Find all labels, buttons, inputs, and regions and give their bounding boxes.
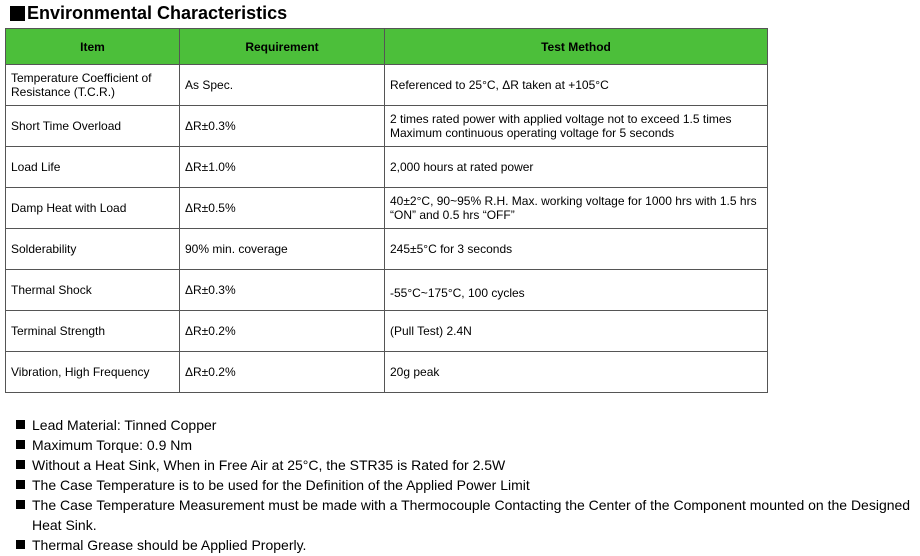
table-row <box>6 65 768 106</box>
table-row <box>6 229 768 270</box>
note-text: Lead Material: Tinned Copper <box>32 417 217 433</box>
list-item <box>16 435 916 455</box>
cell-test-method: (Pull Test) 2.4N <box>385 311 768 352</box>
note-text: The Case Temperature is to be used for the Definition of the Applied Power Limit <box>32 477 530 493</box>
column-header-item: Item <box>6 29 180 65</box>
table-row <box>6 188 768 229</box>
cell-test-method: Referenced to 25°C, ΔR taken at +105°C <box>385 65 768 106</box>
cell-item: Thermal Shock <box>6 270 180 311</box>
black-square-bullet-icon <box>16 540 25 549</box>
cell-test-method-text: -55°C~175°C, 100 cycles <box>390 286 525 300</box>
black-square-bullet-icon <box>16 420 25 429</box>
black-square-bullet-icon <box>16 440 25 449</box>
table-row <box>6 147 768 188</box>
cell-item: Terminal Strength <box>6 311 180 352</box>
black-square-icon <box>10 6 25 21</box>
black-square-bullet-icon <box>16 480 25 489</box>
cell-requirement: ΔR±0.2% <box>180 352 385 393</box>
table-row <box>6 311 768 352</box>
section-title <box>10 3 287 23</box>
black-square-bullet-icon <box>16 500 25 509</box>
cell-test-method: 20g peak <box>385 352 768 393</box>
cell-item: Load Life <box>6 147 180 188</box>
table-row <box>6 352 768 393</box>
list-item <box>16 495 916 535</box>
table-header-row <box>6 29 768 65</box>
note-text: The Case Temperature Measurement must be made with a Thermocouple Contacting the Center of the Component mounted on the Designed Heat Sink. <box>32 497 911 533</box>
cell-item: Temperature Coefficient of Resistance (T.C.R.) <box>6 65 180 106</box>
column-header-requirement: Requirement <box>180 29 385 65</box>
cell-test-method: 2,000 hours at rated power <box>385 147 768 188</box>
cell-requirement: ΔR±0.3% <box>180 270 385 311</box>
cell-item: Short Time Overload <box>6 106 180 147</box>
cell-test-method: 2 times rated power with applied voltage not to exceed 1.5 times Maximum continuous operating voltage for 5 seconds <box>385 106 768 147</box>
cell-requirement: ΔR±0.3% <box>180 106 385 147</box>
table-row <box>6 270 768 311</box>
list-item <box>16 415 916 435</box>
black-square-bullet-icon <box>16 460 25 469</box>
cell-requirement: 90% min. coverage <box>180 229 385 270</box>
list-item <box>16 475 916 495</box>
section-title-text: Environmental Characteristics <box>27 3 288 23</box>
cell-item: Damp Heat with Load <box>6 188 180 229</box>
cell-requirement: ΔR±0.2% <box>180 311 385 352</box>
cell-item: Vibration, High Frequency <box>6 352 180 393</box>
environmental-characteristics-table <box>5 28 768 393</box>
list-item <box>16 535 916 555</box>
cell-requirement: ΔR±1.0% <box>180 147 385 188</box>
cell-requirement: As Spec. <box>180 65 385 106</box>
column-header-test-method: Test Method <box>385 29 768 65</box>
notes-list <box>16 415 916 555</box>
cell-test-method <box>385 270 768 311</box>
cell-item: Solderability <box>6 229 180 270</box>
list-item <box>16 455 916 475</box>
cell-test-method: 245±5°C for 3 seconds <box>385 229 768 270</box>
table-row <box>6 106 768 147</box>
cell-requirement: ΔR±0.5% <box>180 188 385 229</box>
note-text: Maximum Torque: 0.9 Nm <box>32 437 193 453</box>
cell-test-method: 40±2°C, 90~95% R.H. Max. working voltage for 1000 hrs with 1.5 hrs “ON” and 0.5 hrs “OFF” <box>385 188 768 229</box>
note-text: Thermal Grease should be Applied Properly. <box>32 537 307 553</box>
note-text: Without a Heat Sink, When in Free Air at 25°C, the STR35 is Rated for 2.5W <box>32 457 506 473</box>
